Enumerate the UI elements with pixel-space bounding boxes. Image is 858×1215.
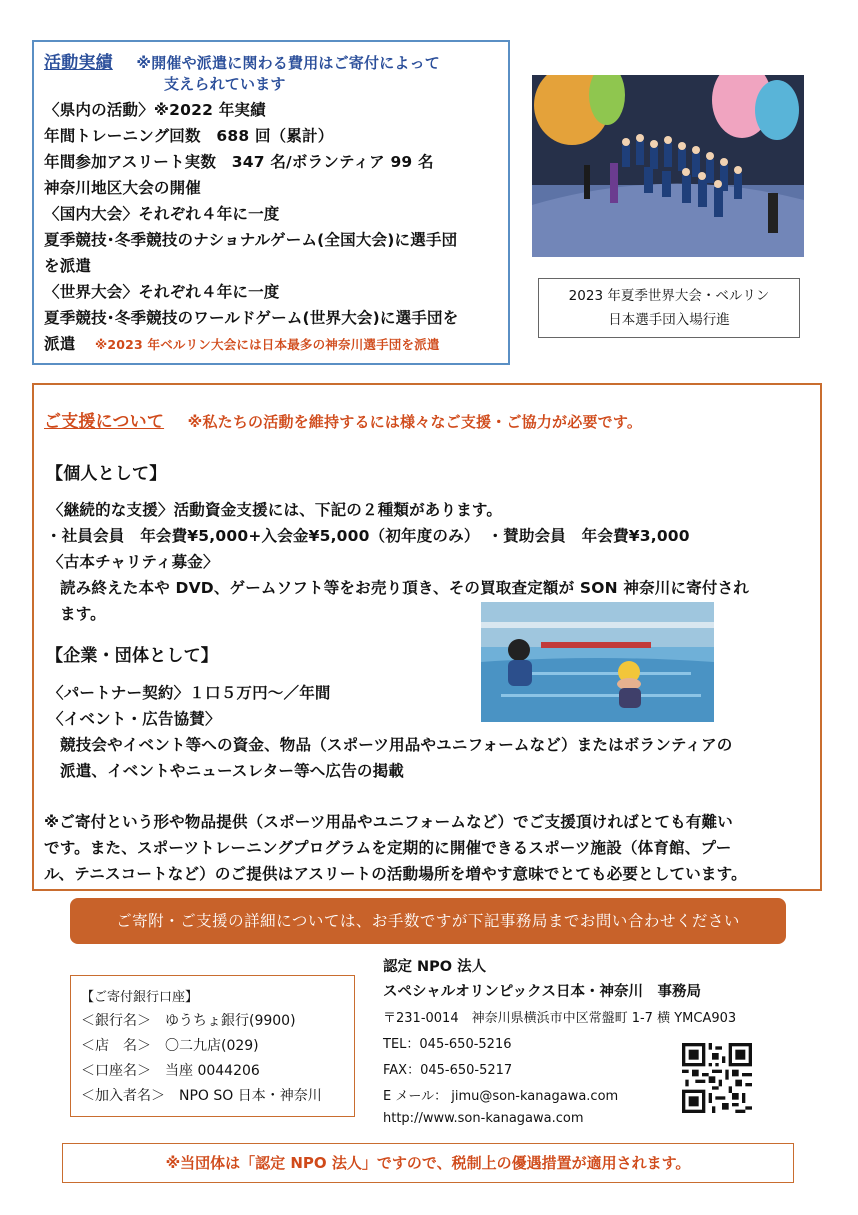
org-url[interactable]: http://www.son-kanagawa.com xyxy=(383,1111,584,1126)
activity-line: 年間トレーニング回数 688 回（累計） xyxy=(44,127,334,145)
caption-line-1: 2023 年夏季世界大会・ベルリン xyxy=(568,288,770,304)
closing-line-1: ※ご寄付という形や物品提供（スポーツ用品やユニフォームなど）でご支援頂ければとても有難い xyxy=(44,813,733,831)
activity-line: 〈県内の活動〉※2022 年実績 xyxy=(44,101,266,119)
closing-line-3: ル、テニスコートなど）のご提供はアスリートの活動場所を増やす意味でとても必要としています。 xyxy=(44,865,747,883)
books-heading: 〈古本チャリティ募金〉 xyxy=(48,553,219,571)
bank-account-box xyxy=(70,975,355,1117)
parade-illustration xyxy=(532,75,804,257)
activity-line: を派遣 xyxy=(44,257,92,275)
activity-section xyxy=(32,40,510,365)
pool-illustration xyxy=(481,602,714,722)
corporate-heading: 【企業・団体として】 xyxy=(46,646,218,666)
bank-row: ＜銀行名＞ ゆうちょ銀行(9900) xyxy=(81,1013,296,1029)
activity-line: 夏季競技･冬季競技のワールドゲーム(世界大会)に選手団を xyxy=(44,309,459,327)
bank-row: ＜店 名＞ 〇二九店(029) xyxy=(81,1038,259,1054)
contact-banner: ご寄附・ご支援の詳細については、お手数ですが下記事務局までお問い合わせください xyxy=(70,898,786,944)
bank-row: ＜口座名＞ 当座 0044206 xyxy=(81,1063,260,1079)
event-heading: 〈イベント・広告協賛〉 xyxy=(48,710,221,728)
continuous-support: 〈継続的な支援〉活動資金支援には、下記の２種類があります。 xyxy=(48,501,503,519)
activity-line: 年間参加アスリート実数 347 名/ボランティア 99 名 xyxy=(44,153,434,171)
event-line-1: 競技会やイベント等への資金、物品（スポーツ用品やユニフォームなど）またはボランティアの xyxy=(60,736,733,754)
activity-note-1: ※開催や派遣に関わる費用はご寄付によって xyxy=(136,54,441,72)
caption-line-2: 日本選手団入場行進 xyxy=(608,312,730,328)
org-email[interactable]: E メール： jimu@son-kanagawa.com xyxy=(383,1089,619,1104)
org-tel: TEL：045-650-5216 xyxy=(383,1037,512,1052)
activity-line: 夏季競技･冬季競技のナショナルゲーム(全国大会)に選手団 xyxy=(44,231,458,249)
individual-heading: 【個人として】 xyxy=(46,464,167,484)
activity-last-text: 派遣 xyxy=(44,335,76,353)
support-note: ※私たちの活動を維持するには様々なご支援・ご協力が必要です。 xyxy=(187,413,643,431)
books-line-1: 読み終えた本や DVD、ゲームソフト等をお売り頂き、その買取査定額が SON 神奈川に寄付され xyxy=(60,579,750,597)
support-title: ご支援について xyxy=(44,412,165,432)
qr-code-graphic xyxy=(682,1043,752,1113)
activity-header xyxy=(44,48,440,73)
books-line-2: ます。 xyxy=(60,605,106,623)
activity-title: 活動実績 xyxy=(44,53,113,73)
activity-last-note: ※2023 年ベルリン大会には日本最多の神奈川選手団を派遣 xyxy=(95,337,440,352)
membership-fees: ・社員会員 年会費¥5,000+入会金¥5,000（初年度のみ） ・賛助会員 年会費¥3,000 xyxy=(46,527,690,545)
pool-photo xyxy=(481,602,714,722)
activity-last-line xyxy=(44,332,440,354)
org-name: スペシャルオリンピックス日本・神奈川 事務局 xyxy=(383,984,701,1000)
bank-row: ＜加入者名＞ NPO SO 日本・神奈川 xyxy=(81,1088,322,1104)
support-header xyxy=(44,407,642,432)
activity-line: 〈国内大会〉それぞれ４年に一度 xyxy=(44,205,280,223)
parade-photo xyxy=(532,75,804,257)
closing-line-2: です。また、スポーツトレーニングプログラムを定期的に開催できるスポーツ施設（体育館、プー xyxy=(44,839,732,857)
parade-caption xyxy=(538,278,800,338)
activity-line: 神奈川地区大会の開催 xyxy=(44,179,202,197)
org-address: 〒231-0014 神奈川県横浜市中区常盤町 1-7 横 YMCA903 xyxy=(383,1011,737,1026)
org-type: 認定 NPO 法人 xyxy=(383,959,487,975)
activity-note-2: 支えられています xyxy=(164,75,286,93)
qr-code-icon xyxy=(682,1043,752,1113)
tax-notice: ※当団体は「認定 NPO 法人」ですので、税制上の優遇措置が適用されます。 xyxy=(62,1143,794,1183)
activity-line: 〈世界大会〉それぞれ４年に一度 xyxy=(44,283,280,301)
partner-contract: 〈パートナー契約〉１口５万円～／年間 xyxy=(48,684,331,702)
event-line-2: 派遣、イベントやニュースレター等へ広告の掲載 xyxy=(60,762,405,780)
bank-heading: 【ご寄付銀行口座】 xyxy=(81,990,199,1005)
org-fax: FAX：045-650-5217 xyxy=(383,1063,513,1078)
